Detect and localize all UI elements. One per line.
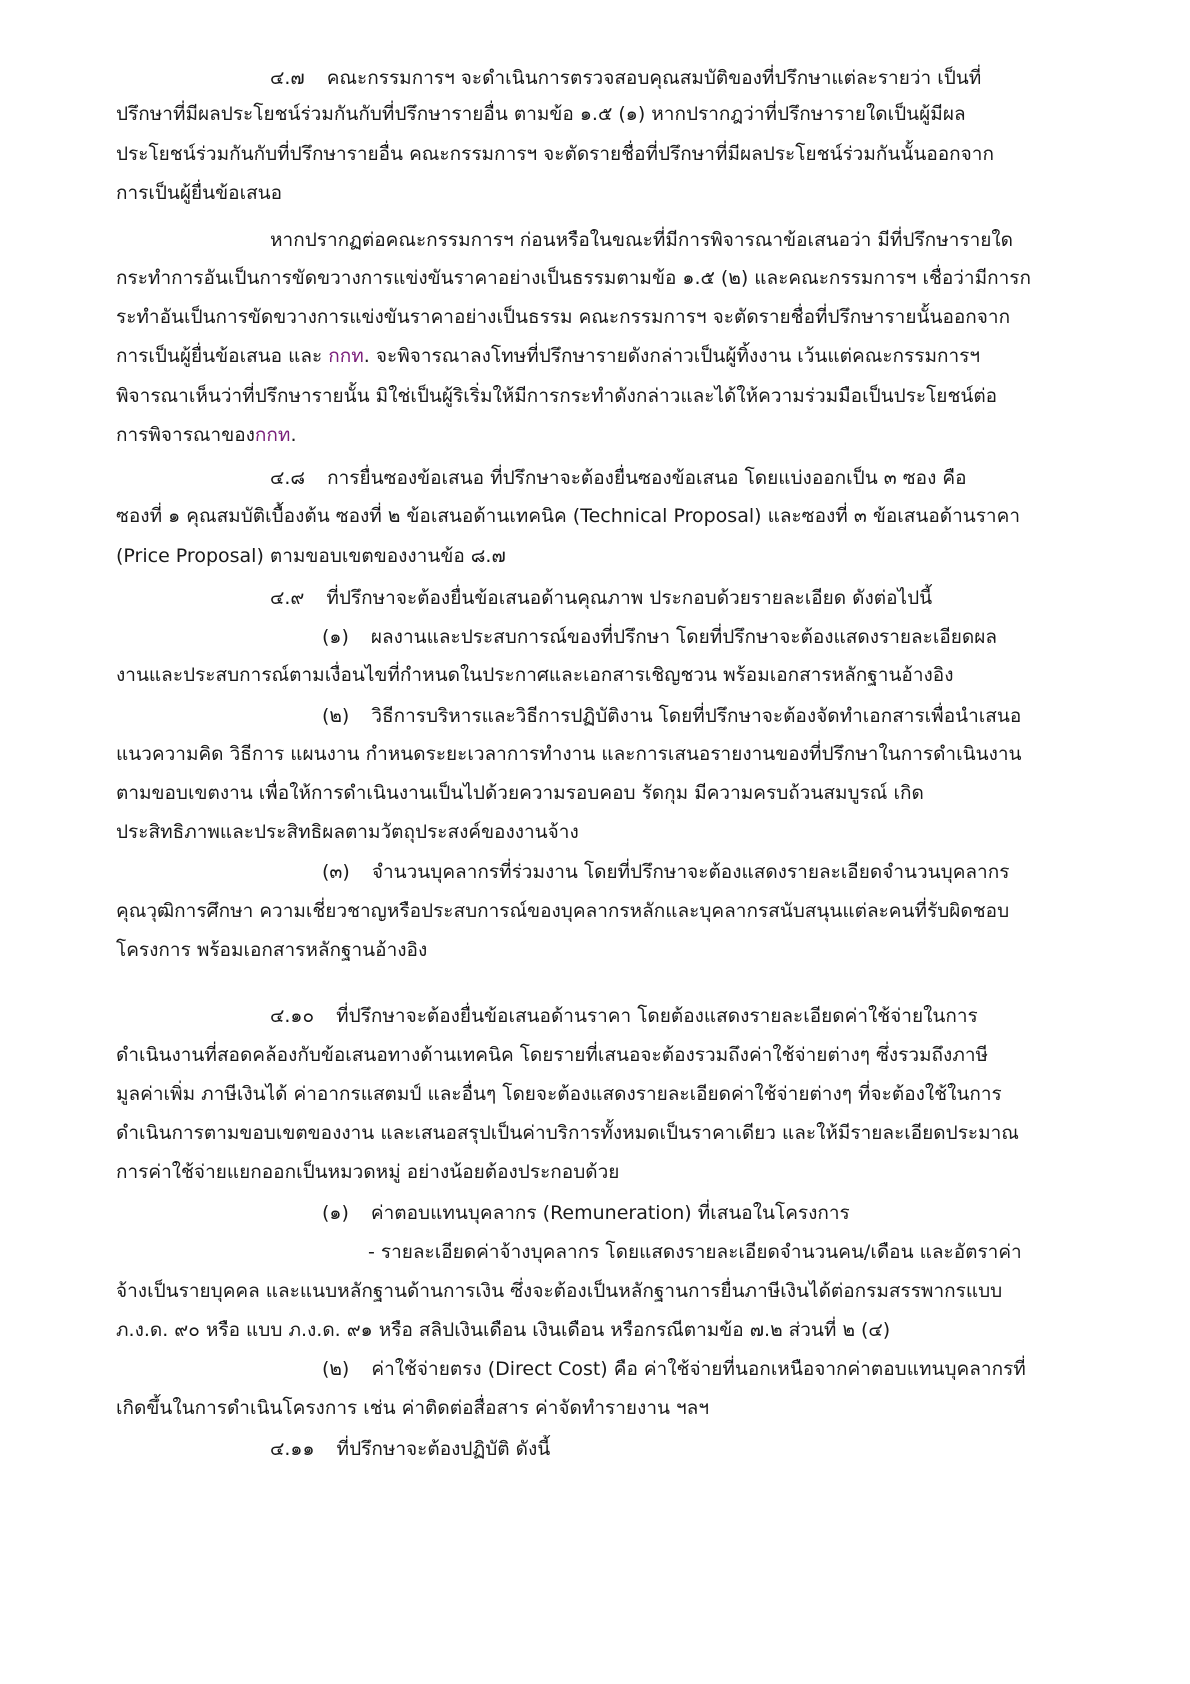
clause-4-10: [270, 1004, 1080, 1028]
paragraph-line: ภ.ง.ด. ๙๐ หรือ แบบ ภ.ง.ด. ๙๑ หรือ สลิปเงินเดือน เงินเดือน หรือกรณีตามข้อ ๗.๒ ส่วนที่ ๒ (๔): [116, 1319, 891, 1341]
item-number: (๒): [322, 1358, 350, 1380]
item-text: ค่าใช้จ่ายตรง (Direct Cost) คือ ค่าใช้จ่ายที่นอกเหนือจากค่าตอบแทนบุคลากรที่: [371, 1358, 1026, 1380]
paragraph-line: ดำเนินงานที่สอดคล้องกับข้อเสนอทางด้านเทคนิค โดยรายที่เสนอจะต้องรวมถึงค่าใช้จ่ายต่างๆ ซึ่งรวมถึงภาษี: [116, 1044, 989, 1066]
paragraph-line: การเป็นผู้ยื่นข้อเสนอ: [116, 182, 283, 204]
item-text: วิธีการบริหารและวิธีการปฏิบัติงาน โดยที่ปรึกษาจะต้องจัดทำเอกสารเพื่อนำเสนอ: [371, 705, 1022, 727]
paragraph-line: หากปรากฏต่อคณะกรรมการฯ ก่อนหรือในขณะที่มีการพิจารณาข้อเสนอว่า มีที่ปรึกษารายใด: [270, 229, 1013, 251]
paragraph-line: พิจารณาเห็นว่าที่ปรึกษารายนั้น มิใช่เป็นผู้ริเริ่มให้มีการกระทำดังกล่าวและได้ให้ความร่วมมือเป็นประโยชน์ต่อ: [116, 385, 998, 407]
item-text: จำนวนบุคลากรที่ร่วมงาน โดยที่ปรึกษาจะต้องแสดงรายละเอียดจำนวนบุคลากร: [371, 861, 1010, 883]
paragraph-line: งานและประสบการณ์ตามเงื่อนไขที่กำหนดในประกาศและเอกสารเชิญชวน พร้อมเอกสารหลักฐานอ้างอิง: [116, 664, 954, 686]
paragraph-line: ดำเนินการตามขอบเขตของงาน และเสนอสรุปเป็นค่าบริการทั้งหมดเป็นราคาเดียว และให้มีรายละเอียดประมาณ: [116, 1122, 1019, 1144]
clause-text: ที่ปรึกษาจะต้องยื่นข้อเสนอด้านคุณภาพ ประกอบด้วยรายละเอียด ดังต่อไปนี้: [326, 587, 933, 609]
clause-text: คณะกรรมการฯ จะดำเนินการตรวจสอบคุณสมบัติของที่ปรึกษาแต่ละรายว่า เป็นที่: [326, 67, 982, 89]
item-text: ผลงานและประสบการณ์ของที่ปรึกษา โดยที่ปรึกษาจะต้องแสดงรายละเอียดผล: [370, 626, 998, 648]
paragraph-line: [116, 423, 1076, 447]
item-number: (๑): [322, 626, 349, 648]
clause-4-11: [270, 1437, 1080, 1461]
clause-text: ที่ปรึกษาจะต้องปฏิบัติ ดังนี้: [336, 1438, 551, 1460]
bullet-line: - รายละเอียดค่าจ้างบุคลากร โดยแสดงรายละเอียดจำนวนคน/เดือน และอัตราค่า: [368, 1241, 1022, 1263]
clause-number: ๔.๑๐: [270, 1005, 315, 1027]
clause-4-8: [270, 466, 1080, 490]
item-text: ค่าตอบแทนบุคลากร (Remuneration) ที่เสนอในโครงการ: [370, 1202, 850, 1224]
paragraph-line: ซองที่ ๑ คุณสมบัติเบื้องต้น ซองที่ ๒ ข้อเสนอด้านเทคนิค (Technical Proposal) และซองที่ ๓ ข้อเสนอด้านราคา: [116, 505, 1020, 527]
paragraph-line: ปรึกษาที่มีผลประโยชน์ร่วมกันกับที่ปรึกษารายอื่น ตามข้อ ๑.๕ (๑) หากปรากฎว่าที่ปรึกษารายใดเป็นผู้มีผล: [116, 103, 966, 125]
clause-number: ๔.๙: [270, 587, 305, 609]
item-number: (๑): [322, 1202, 349, 1224]
text-segment: การพิจารณาของ: [116, 424, 255, 446]
paragraph-line: โครงการ พร้อมเอกสารหลักฐานอ้างอิง: [116, 939, 428, 961]
paragraph-line: ประสิทธิภาพและประสิทธิผลตามวัตถุประสงค์ของงานจ้าง: [116, 821, 579, 843]
paragraph-line: ประโยชน์ร่วมกันกับที่ปรึกษารายอื่น คณะกรรมการฯ จะตัดรายชื่อที่ปรึกษาที่มีผลประโยชน์ร่วมกันนั้นออกจาก: [116, 143, 994, 165]
paragraph-line: (Price Proposal) ตามขอบเขตของงานข้อ ๘.๗: [116, 545, 506, 567]
clause-text: ที่ปรึกษาจะต้องยื่นข้อเสนอด้านราคา โดยต้องแสดงรายละเอียดค่าใช้จ่ายในการ: [336, 1005, 978, 1027]
sub-item-1: [322, 625, 1080, 649]
clause-4-7: [270, 66, 1080, 90]
clause-4-9: [270, 586, 1080, 610]
clause-number: ๔.๘: [270, 467, 306, 489]
sub-item-3: [322, 860, 1080, 884]
sub-item-1: [322, 1201, 1080, 1225]
sub-item-2: [322, 704, 1080, 728]
item-number: (๓): [322, 861, 350, 883]
paragraph-line: มูลค่าเพิ่ม ภาษีเงินได้ ค่าอากรแสตมป์ และอื่นๆ โดยจะต้องแสดงรายละเอียดค่าใช้จ่ายต่างๆ ที่จะต้องใช้ในการ: [116, 1083, 1002, 1105]
paragraph-line: เกิดขึ้นในการดำเนินโครงการ เช่น ค่าติดต่อสื่อสาร ค่าจัดทำรายงาน ฯลฯ: [116, 1397, 709, 1419]
paragraph-line: จ้างเป็นรายบุคคล และแนบหลักฐานด้านการเงิน ซึ่งจะต้องเป็นหลักฐานการยื่นภาษีเงินได้ต่อกรมสรรพากรแบบ: [116, 1280, 1003, 1302]
clause-text: การยื่นซองข้อเสนอ ที่ปรึกษาจะต้องยื่นซองข้อเสนอ โดยแบ่งออกเป็น ๓ ซอง คือ: [327, 467, 967, 489]
paragraph-line: กระทำการอันเป็นการขัดขวางการแข่งขันราคาอย่างเป็นธรรมตามข้อ ๑.๕ (๒) และคณะกรรมการฯ เชื่อว่ามีการก: [116, 267, 1032, 289]
paragraph-line: ตามขอบเขตงาน เพื่อให้การดำเนินงานเป็นไปด้วยความรอบคอบ รัดกุม มีความครบถ้วนสมบูรณ์ เกิด: [116, 782, 924, 804]
paragraph-line: การค่าใช้จ่ายแยกออกเป็นหมวดหมู่ อย่างน้อยต้องประกอบด้วย: [116, 1161, 620, 1183]
paragraph-line: แนวความคิด วิธีการ แผนงาน กำหนดระยะเวลาการทำงาน และการเสนอรายงานของที่ปรึกษาในการดำเนินงาน: [116, 743, 1022, 765]
clause-number: ๔.๑๑: [270, 1438, 315, 1460]
organization-abbrev: กกท: [328, 345, 364, 367]
item-number: (๒): [322, 705, 350, 727]
text-segment: การเป็นผู้ยื่นข้อเสนอ และ: [116, 345, 329, 367]
paragraph-line: ระทำอันเป็นการขัดขวางการแข่งขันราคาอย่างเป็นธรรม คณะกรรมการฯ จะตัดรายชื่อที่ปรึกษารายนั้นออกจาก: [116, 306, 1011, 328]
organization-abbrev: กกท: [254, 424, 291, 446]
text-segment: . จะพิจารณาลงโทษที่ปรึกษารายดังกล่าวเป็นผู้ทิ้งงาน เว้นแต่คณะกรรมการฯ: [363, 345, 981, 367]
text-segment: .: [290, 424, 297, 446]
paragraph-line: คุณวุฒิการศึกษา ความเชี่ยวชาญหรือประสบการณ์ของบุคลากรหลักและบุคลากรสนับสนุนแต่ละคนที่รับผิดชอบ: [116, 900, 1010, 922]
paragraph-line: [116, 344, 1076, 368]
clause-number: ๔.๗: [270, 67, 305, 89]
sub-item-2: [322, 1357, 1080, 1381]
